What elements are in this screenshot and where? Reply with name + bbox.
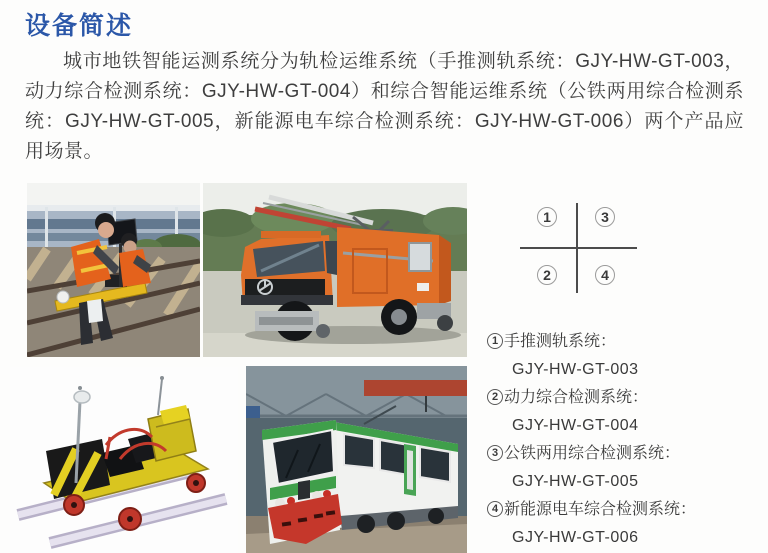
legend-code: GJY-HW-GT-003 [512,361,639,378]
legend-circled-number: 1 [487,333,503,349]
diagram-circled-number-2: 2 [537,265,557,285]
photo-newenergy-tram-illustration [246,366,467,553]
photo-newenergy-tram [246,366,467,553]
photo-handpush-track-trolley [27,183,200,357]
legend-item [487,440,767,496]
photo-roadrail-inspection-truck [203,183,467,357]
legend-label-text: 动力综合检测系统： [504,389,649,406]
legend-label-text: 新能源电车综合检测系统： [504,501,697,518]
legend-code: GJY-HW-GT-004 [512,417,639,434]
legend-item [487,384,767,440]
diagram-circled-number-1: 1 [537,207,557,227]
legend-circled-number: 4 [487,501,503,517]
page-title: 设备简述 [25,12,134,40]
intro-paragraph: 城市地铁智能运测系统分为轨检运维系统（手推测轨系统：GJY-HW-GT-003，动力综合检测系统：GJY-HW-GT-004）和综合智能运维系统（公铁两用综合检测系统：GJY-HW-GT-005，新能源电车综合检测系统：GJY-HW-GT-006）两个产品应用场景。 [25,51,744,162]
diagram-circled-number-4: 4 [595,265,615,285]
legend-item [487,496,767,552]
diagram-circled-number-3: 3 [595,207,615,227]
legend-circled-number: 3 [487,445,503,461]
legend-circled-number: 2 [487,389,503,405]
legend-code: GJY-HW-GT-006 [512,529,639,546]
legend-label-text: 手推测轨系统： [504,333,617,350]
legend-code: GJY-HW-GT-005 [512,473,639,490]
photo-cad-rail-trolley-illustration [10,367,238,553]
legend [487,328,767,552]
legend-item [487,328,767,384]
photo-handpush-track-trolley-illustration [27,183,200,357]
legend-label-text: 公铁两用综合检测系统： [504,445,681,462]
photo-roadrail-inspection-truck-illustration [203,183,467,357]
diagram-horizontal-divider [520,247,637,249]
photo-cad-rail-trolley [10,367,238,553]
